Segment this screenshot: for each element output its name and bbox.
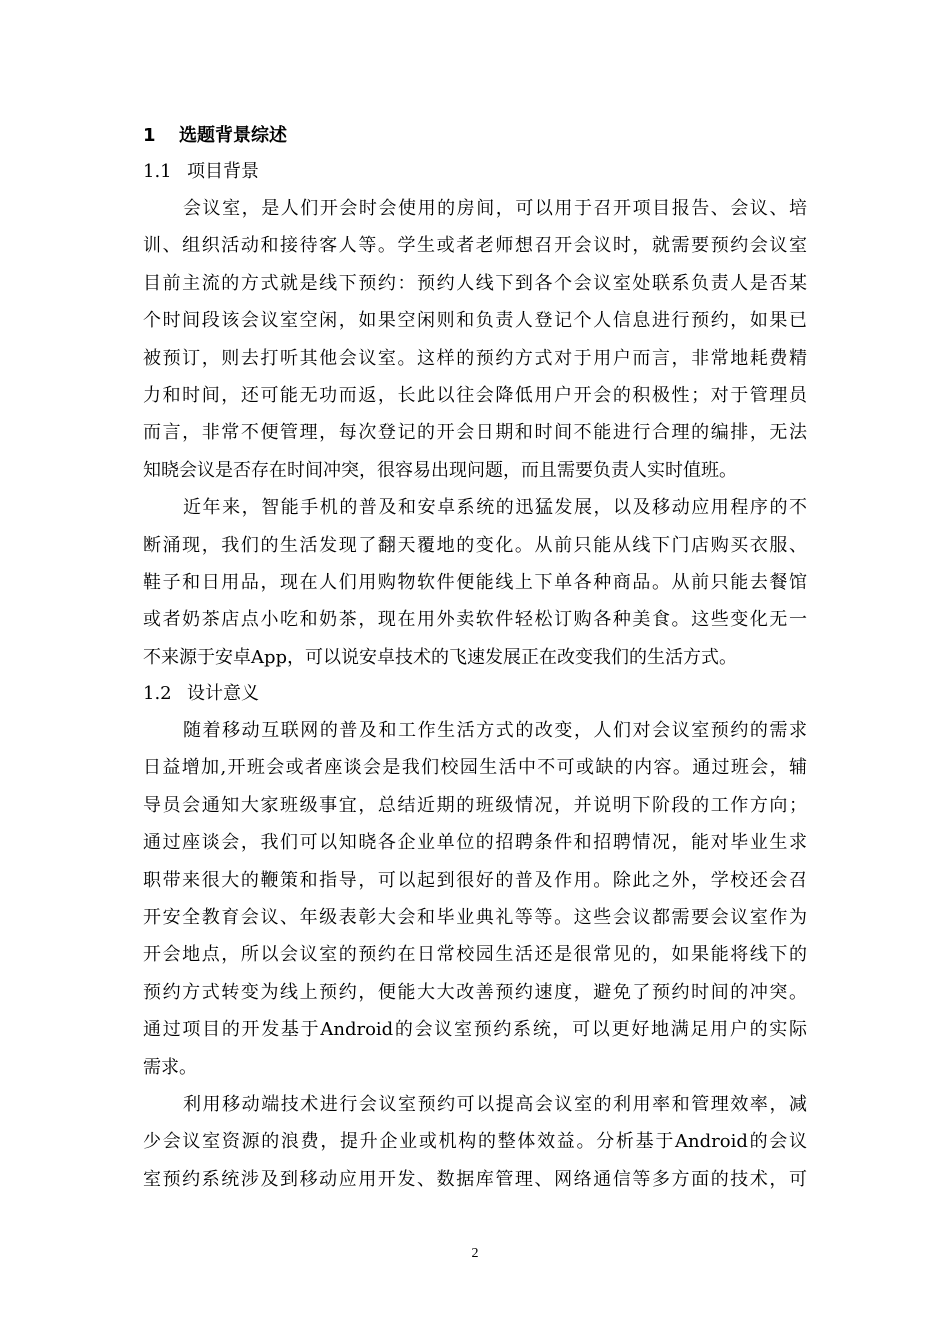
paragraph-line: 随着移动互联网的普及和工作生活方式的改变，人们对会议室预约的需求 xyxy=(183,720,807,742)
paragraph-line: 知晓会议是否存在时间冲突，很容易出现问题，而且需要负责人实时值班。 xyxy=(143,459,737,481)
paragraph-line: 近年来，智能手机的普及和安卓系统的迅猛发展，以及移动应用程序的不 xyxy=(183,497,807,519)
paragraph-line: 断涌现，我们的生活发现了翻天覆地的变化。从前只能从线下门店购买衣服、 xyxy=(143,534,807,556)
paragraph-line: 目前主流的方式就是线下预约：预约人线下到各个会议室处联系负责人是否某 xyxy=(143,272,807,294)
paragraph-line: 力和时间，还可能无功而返，长此以往会降低用户开会的积极性；对于管理员 xyxy=(143,384,807,406)
paragraph-line: 开会地点，所以会议室的预约在日常校园生活还是很常见的，如果能将线下的 xyxy=(143,944,807,966)
section-title-text: 设计意义 xyxy=(187,683,259,705)
page-number: 2 xyxy=(471,1246,479,1261)
chapter-title-text: 选题背景综述 xyxy=(179,125,287,146)
paragraph-line: 通过项目的开发基于Android的会议室预约系统，可以更好地满足用户的实际 xyxy=(143,1019,807,1041)
paragraph-line: 不来源于安卓App，可以说安卓技术的飞速发展正在改变我们的生活方式。 xyxy=(143,646,738,668)
paragraph-line: 通过座谈会，我们可以知晓各企业单位的招聘条件和招聘情况，能对毕业生求 xyxy=(143,832,807,854)
paragraph-line: 日益增加,开班会或者座谈会是我们校园生活中不可或缺的内容。通过班会，辅 xyxy=(143,757,807,779)
paragraph-line: 个时间段该会议室空闲，如果空闲则和负责人登记个人信息进行预约，如果已 xyxy=(143,310,807,332)
paragraph-significance-1 xyxy=(143,712,807,1086)
paragraph-significance-2 xyxy=(143,1086,807,1198)
paragraph-line: 需求。 xyxy=(143,1056,197,1078)
paragraph-background-2 xyxy=(143,489,807,676)
paragraph-line: 被预订，则去打听其他会议室。这样的预约方式对于用户而言，非常地耗费精 xyxy=(143,347,807,369)
section-title-text: 项目背景 xyxy=(187,161,259,182)
section-number: 1.2 xyxy=(143,683,172,705)
page-content xyxy=(143,118,807,1198)
section-heading-1-1 xyxy=(143,154,807,190)
paragraph-line: 少会议室资源的浪费，提升企业或机构的整体效益。分析基于Android的会议 xyxy=(143,1131,807,1153)
paragraph-line: 而言，非常不便管理，每次登记的开会日期和时间不能进行合理的编排，无法 xyxy=(143,422,807,444)
paragraph-line: 鞋子和日用品，现在人们用购物软件便能线上下单各种商品。从前只能去餐馆 xyxy=(143,571,807,593)
chapter-heading xyxy=(143,118,807,154)
paragraph-line: 或者奶茶店点小吃和奶茶，现在用外卖软件轻松订购各种美食。这些变化无一 xyxy=(143,609,807,631)
section-heading-1-2 xyxy=(143,676,807,712)
paragraph-background-1 xyxy=(143,190,807,489)
paragraph-line: 利用移动端技术进行会议室预约可以提高会议室的利用率和管理效率，减 xyxy=(183,1093,807,1115)
paragraph-line: 预约方式转变为线上预约，便能大大改善预约速度，避免了预约时间的冲突。 xyxy=(143,981,807,1003)
paragraph-line: 开安全教育会议、年级表彰大会和毕业典礼等等。这些会议都需要会议室作为 xyxy=(143,907,807,929)
paragraph-line: 导员会通知大家班级事宜，总结近期的班级情况，并说明下阶段的工作方向； xyxy=(143,794,807,816)
paragraph-line: 训、组织活动和接待客人等。学生或者老师想召开会议时，就需要预约会议室 xyxy=(143,235,807,257)
chapter-number: 1 xyxy=(143,125,156,146)
paragraph-line: 职带来很大的鞭策和指导，可以起到很好的普及作用。除此之外，学校还会召 xyxy=(143,869,807,891)
section-number: 1.1 xyxy=(143,161,172,182)
paragraph-line: 会议室，是人们开会时会使用的房间，可以用于召开项目报告、会议、培 xyxy=(183,198,807,219)
paragraph-line: 室预约系统涉及到移动应用开发、数据库管理、网络通信等多方面的技术，可 xyxy=(143,1168,807,1190)
